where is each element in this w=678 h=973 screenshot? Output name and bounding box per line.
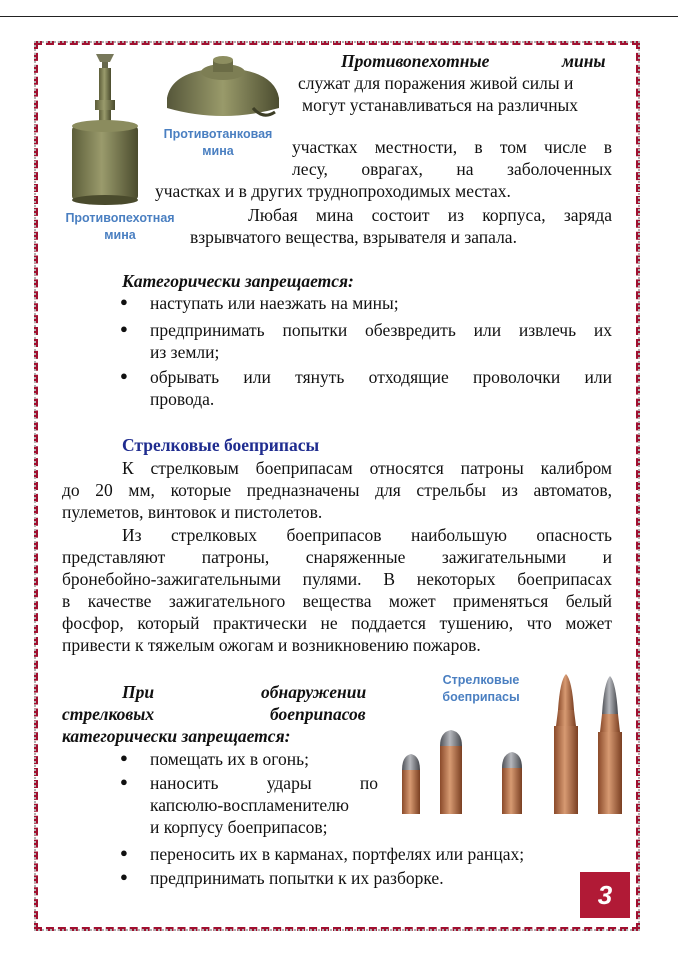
bullet-icon: ● — [120, 368, 128, 383]
prohibit2-title-word: При — [122, 682, 155, 702]
intro-line: взрывчатого вещества, взрывателя и запала. — [190, 227, 517, 247]
intro-line: Любая мина состоит из корпуса, заряда — [248, 205, 612, 225]
top-rule — [0, 16, 678, 17]
bullet-icon: ● — [120, 294, 128, 309]
anti-personnel-caption: Противопехотная мина — [65, 211, 175, 242]
ammo-para2-line: представляют патроны, снаряженные зажигательными и — [62, 547, 612, 567]
anti-tank-mine-image — [163, 52, 283, 128]
bullet-icon: ● — [120, 750, 128, 765]
ammo-para2-line: фосфор, который практически не поддается тушению, что может — [62, 613, 612, 633]
prohibit1-item-cont: провода. — [150, 389, 215, 409]
ammo-para1-line: до 20 мм, которые предназначены для стрельбы из автоматов, — [62, 480, 612, 500]
ammo-para2-line: в качестве зажигательного вещества может применяться белый — [62, 591, 612, 611]
prohibit1-item: предпринимать попытки обезвредить или извлечь их — [150, 320, 612, 340]
prohibit1-item-cont: из земли; — [150, 342, 220, 362]
intro-line: служат для поражения живой силы и — [298, 73, 574, 93]
prohibit2-item-cont: капсюлю-воспламенителю — [150, 795, 349, 815]
bullet-icon: ● — [120, 321, 128, 336]
intro-heading-left: Противопехотные — [341, 51, 490, 71]
anti-tank-caption: Противотанковая мина — [163, 127, 273, 158]
intro-heading-right: мины — [562, 51, 606, 71]
prohibit1-item: обрывать или тянуть отходящие проволочки или — [150, 367, 612, 387]
ammo-para1-line: пулеметов, винтовок и пистолетов. — [62, 502, 323, 522]
anti-personnel-mine-image — [68, 48, 144, 208]
prohibit2-item: предпринимать попытки к их разборке. — [150, 868, 444, 888]
ammo-para2-line: Из стрелковых боеприпасов наибольшую опасность — [122, 525, 612, 545]
ammo-heading: Стрелковые боеприпасы — [122, 435, 320, 455]
bullet-icon: ● — [120, 774, 128, 789]
page-number-badge: 3 — [580, 872, 630, 918]
prohibit2-item-cont: и корпусу боеприпасов; — [150, 817, 328, 837]
intro-line: участках и в других труднопроходимых местах. — [155, 181, 511, 201]
prohibit2-title-word: стрелковых — [62, 704, 155, 724]
intro-line: участках местности, в том числе в — [292, 137, 612, 157]
prohibit2-title-word: боеприпасов — [270, 704, 366, 724]
prohibit2-title-word: обнаружении — [261, 682, 367, 702]
bullet-icon: ● — [120, 845, 128, 860]
ammo-caption: Стрелковые боеприпасы — [442, 673, 520, 704]
prohibit2-title-word: категорически запрещается: — [62, 726, 291, 746]
prohibit2-item: наносить удары по — [150, 773, 378, 793]
prohibit1-item: наступать или наезжать на мины; — [150, 293, 399, 313]
prohibit1-title: Категорически запрещается: — [122, 271, 354, 291]
ammo-para2-line: привести к тяжелым ожогам и возникновению пожаров. — [62, 635, 481, 655]
prohibit2-item: переносить их в карманах, портфелях или ранцах; — [150, 844, 525, 864]
ammo-para2-line: бронебойно-зажигательными пулями. В некоторых боеприпасах — [62, 569, 612, 589]
intro-line: лесу, оврагах, на заболоченных — [292, 159, 612, 179]
bullet-icon: ● — [120, 869, 128, 884]
intro-line: могут устанавливаться на различных — [302, 95, 579, 115]
ammo-para1-line: К стрелковым боеприпасам относятся патроны калибром — [122, 458, 612, 478]
prohibit2-item: помещать их в огонь; — [150, 749, 309, 769]
